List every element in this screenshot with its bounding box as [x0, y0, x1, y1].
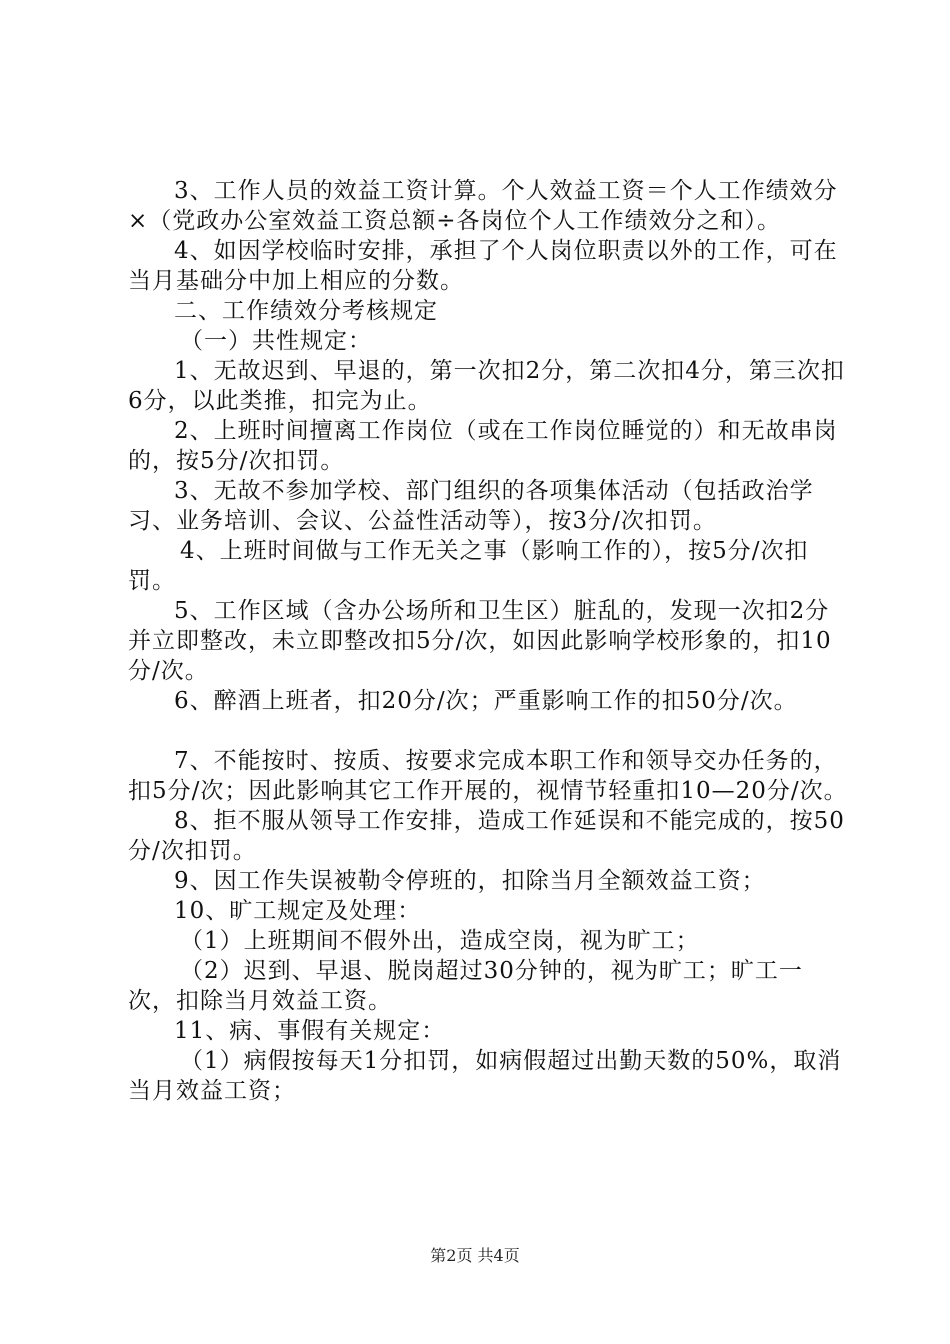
paragraph: 4、如因学校临时安排，承担了个人岗位职责以外的工作，可在当月基础分中加上相应的分数。	[128, 238, 838, 294]
page-footer: 第2页 共4页	[430, 1246, 520, 1265]
document-body	[128, 176, 848, 1106]
paragraph: 9、因工作失误被勒令停班的，扣除当月全额效益工资；	[174, 868, 766, 894]
paragraph: （1）上班期间不假外出，造成空岗，视为旷工；	[180, 928, 700, 954]
paragraph: 11、病、事假有关规定：	[174, 1018, 446, 1044]
paragraph: 1、无故迟到、早退的，第一次扣2分，第二次扣4分，第三次扣6分，以此类推，扣完为止。	[128, 358, 845, 414]
paragraph: （2）迟到、早退、脱岗超过30分钟的，视为旷工；旷工一次，扣除当月效益工资。	[128, 958, 803, 1014]
paragraph: 3、无故不参加学校、部门组织的各项集体活动（包括政治学习、业务培训、会议、公益性活动等），按3分/次扣罚。	[128, 478, 814, 534]
subsection-heading: （一）共性规定：	[180, 328, 372, 354]
paragraph: 8、拒不服从领导工作安排，造成工作延误和不能完成的，按50分/次扣罚。	[128, 808, 845, 864]
paragraph: 3、工作人员的效益工资计算。个人效益工资＝个人工作绩效分×（党政办公室效益工资总额÷各岗位个人工作绩效分之和）。	[128, 178, 838, 234]
paragraph: 10、旷工规定及处理：	[174, 898, 422, 924]
paragraph: 2、上班时间擅离工作岗位（或在工作岗位睡觉的）和无故串岗的，按5分/次扣罚。	[128, 418, 838, 474]
paragraph: 7、不能按时、按质、按要求完成本职工作和领导交办任务的，扣5分/次；因此影响其它工作开展的，视情节轻重扣10—20分/次。	[128, 748, 848, 804]
paragraph: 6、醉酒上班者，扣20分/次；严重影响工作的扣50分/次。	[174, 688, 798, 714]
section-heading: 二、工作绩效分考核规定	[174, 298, 438, 324]
paragraph: 5、工作区域（含办公场所和卫生区）脏乱的，发现一次扣2分并立即整改，未立即整改扣5分/次，如因此影响学校形象的，扣10分/次。	[128, 598, 832, 684]
paragraph: 4、上班时间做与工作无关之事（影响工作的），按5分/次扣罚。	[128, 538, 809, 594]
paragraph: （1）病假按每天1分扣罚，如病假超过出勤天数的50%，取消当月效益工资；	[128, 1048, 842, 1104]
